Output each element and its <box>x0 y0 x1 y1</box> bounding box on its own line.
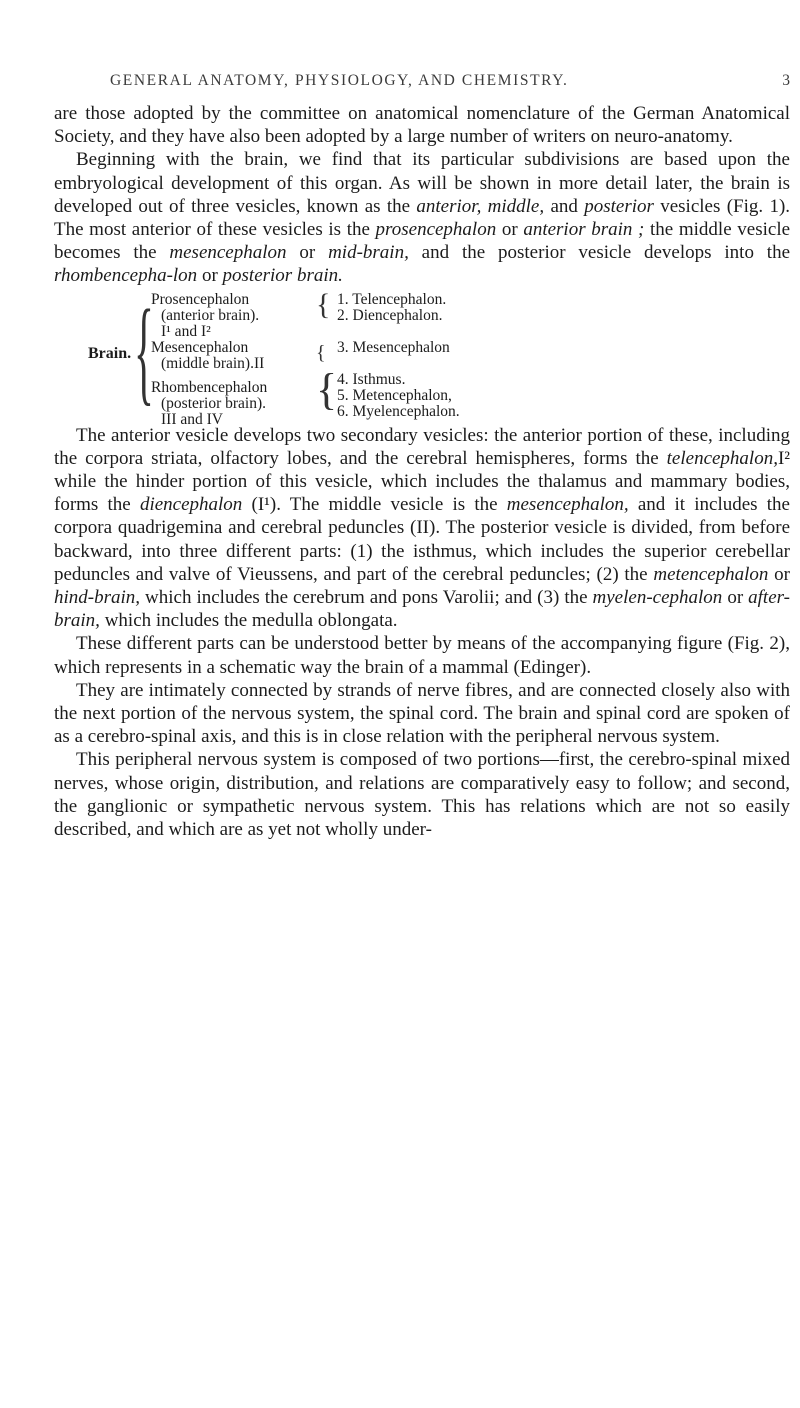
text-run: and <box>544 195 585 217</box>
paragraph-4 <box>54 632 790 678</box>
body-text <box>54 102 790 841</box>
italic-term: mesencephalon, <box>506 494 629 516</box>
paragraph-5 <box>54 679 790 749</box>
text-run: These different parts can be understood better by means of the accompanying figure (Fig. 2), which represents in a schematic way the brain of a mammal (Edinger). <box>54 633 790 678</box>
diencephalon-entry: 2. Diencephalon. <box>337 306 443 324</box>
mesencephalon-entry: 3. Mesencephalon <box>337 338 450 356</box>
rhombencephalon-sub: (posterior brain). <box>161 394 267 412</box>
text-run: the middle vesicle becomes the <box>54 219 791 264</box>
text-run: Beginning with the brain, we find that its particular subdivisions are based upon the embryological development of this organ. As will be shown in more detail later, the brain is developed out of three vesicles, known as the <box>54 149 790 217</box>
brain-division-table <box>54 284 790 428</box>
paragraph-6 <box>54 748 790 841</box>
brain-label: Brain. <box>88 344 132 362</box>
italic-term: myelen-cephalon <box>592 587 723 609</box>
brace-icon: { <box>316 287 331 321</box>
isthmus-entry: 4. Isthmus. <box>337 370 406 388</box>
text-run: or <box>496 219 524 241</box>
running-title: GENERAL ANATOMY, PHYSIOLOGY, AND CHEMISTRY. <box>110 72 569 89</box>
paragraph-3 <box>54 424 790 633</box>
brace-icon: { <box>316 364 338 414</box>
myelencephalon-entry: 6. Myelencephalon. <box>337 402 460 420</box>
telencephalon-entry: 1. Telencephalon. <box>337 290 447 308</box>
mesencephalon-sub: (middle brain).II <box>161 354 265 372</box>
text-run: This peripheral nervous system is composed of two portions—first, the cerebro-spinal mixed nerves, whose origin, distribution, and relations are comparatively easy to follow; and second, the ganglionic or sympathetic nervous system. This has relations which are not so easily described, and which are as yet not wholly under- <box>54 749 790 841</box>
text-run: or <box>286 242 329 264</box>
prosencephalon-label: Prosencephalon <box>151 290 250 308</box>
italic-term: mesencephalon <box>169 242 287 264</box>
text-run: I² while the hinder portion of this vesicle, which includes the thalamus and mammary bodies, forms the <box>54 447 790 516</box>
text-run: or <box>197 265 223 287</box>
italic-term: hind-brain, <box>54 587 141 609</box>
italic-term: anterior brain ; <box>523 219 645 241</box>
mesencephalon-label: Mesencephalon <box>151 338 249 356</box>
italic-term: diencephalon <box>139 494 243 516</box>
text-run: or <box>768 563 790 585</box>
left-brace-icon: { <box>134 284 154 416</box>
rhombencephalon-marks: III and IV <box>161 410 223 428</box>
text-run: The anterior vesicle develops two secondary vesicles: the anterior portion of these, including the corpora striata, olfactory lobes, and the cerebral hemispheres, forms the <box>54 424 790 469</box>
prosencephalon-sub: (anterior brain). <box>161 306 260 324</box>
italic-term: after-brain, <box>54 587 790 632</box>
italic-term: prosencephalon <box>375 219 497 241</box>
italic-term: metencephalon <box>653 563 769 585</box>
rhombencephalon-label: Rhombencephalon <box>151 378 268 396</box>
brace-icon: { <box>316 341 326 364</box>
running-head <box>110 72 790 90</box>
italic-term: telencephalon, <box>666 447 778 469</box>
text-run: and it includes the corpora quadrigemina and cerebral peduncles (II). The posterior vesicle is divided, from before backward, into three different parts: (1) the isthmus, which includes the superior cerebellar peduncles and valve of Vieussens, and part of the cerebral peduncles; (2) the <box>54 494 790 585</box>
text-run: or <box>722 587 749 609</box>
metencephalon-entry: 5. Metencephalon, <box>337 386 452 404</box>
text-run: which includes the medulla oblongata. <box>99 610 398 632</box>
text-run: are those adopted by the committee on anatomical nomenclature of the German Anatomical Society, and they have also been adopted by a large number of writers on neuro-anatomy. <box>54 103 790 148</box>
prosencephalon-marks: I¹ and I² <box>161 322 211 340</box>
text-run: vesicles (Fig. 1). The most anterior of these vesicles is the <box>54 195 791 241</box>
paragraph-1 <box>54 102 790 148</box>
secondary-vesicles-column <box>337 292 587 420</box>
text-run: which includes the cerebrum and pons Varolii; and (3) the <box>140 587 593 609</box>
text-run: (I¹). The middle vesicle is the <box>242 494 507 516</box>
italic-term: posterior <box>584 195 654 217</box>
italic-term: anterior, middle, <box>416 195 545 217</box>
italic-term: mid-brain, <box>328 242 409 264</box>
italic-term: rhombencepha-lon <box>54 265 198 287</box>
paragraph-2 <box>54 148 790 287</box>
italic-term: posterior brain. <box>222 265 343 287</box>
text-run: and the posterior vesicle develops into the <box>408 242 791 264</box>
primary-vesicles-column <box>151 292 311 428</box>
text-run: They are intimately connected by strands of nerve fibres, and are connected closely also with the next portion of the nervous system, the spinal cord. The brain and spinal cord are spoken of as a cerebro-spinal axis, and this is in close relation with the peripheral nervous system. <box>54 679 790 748</box>
page-number: 3 <box>782 72 790 89</box>
